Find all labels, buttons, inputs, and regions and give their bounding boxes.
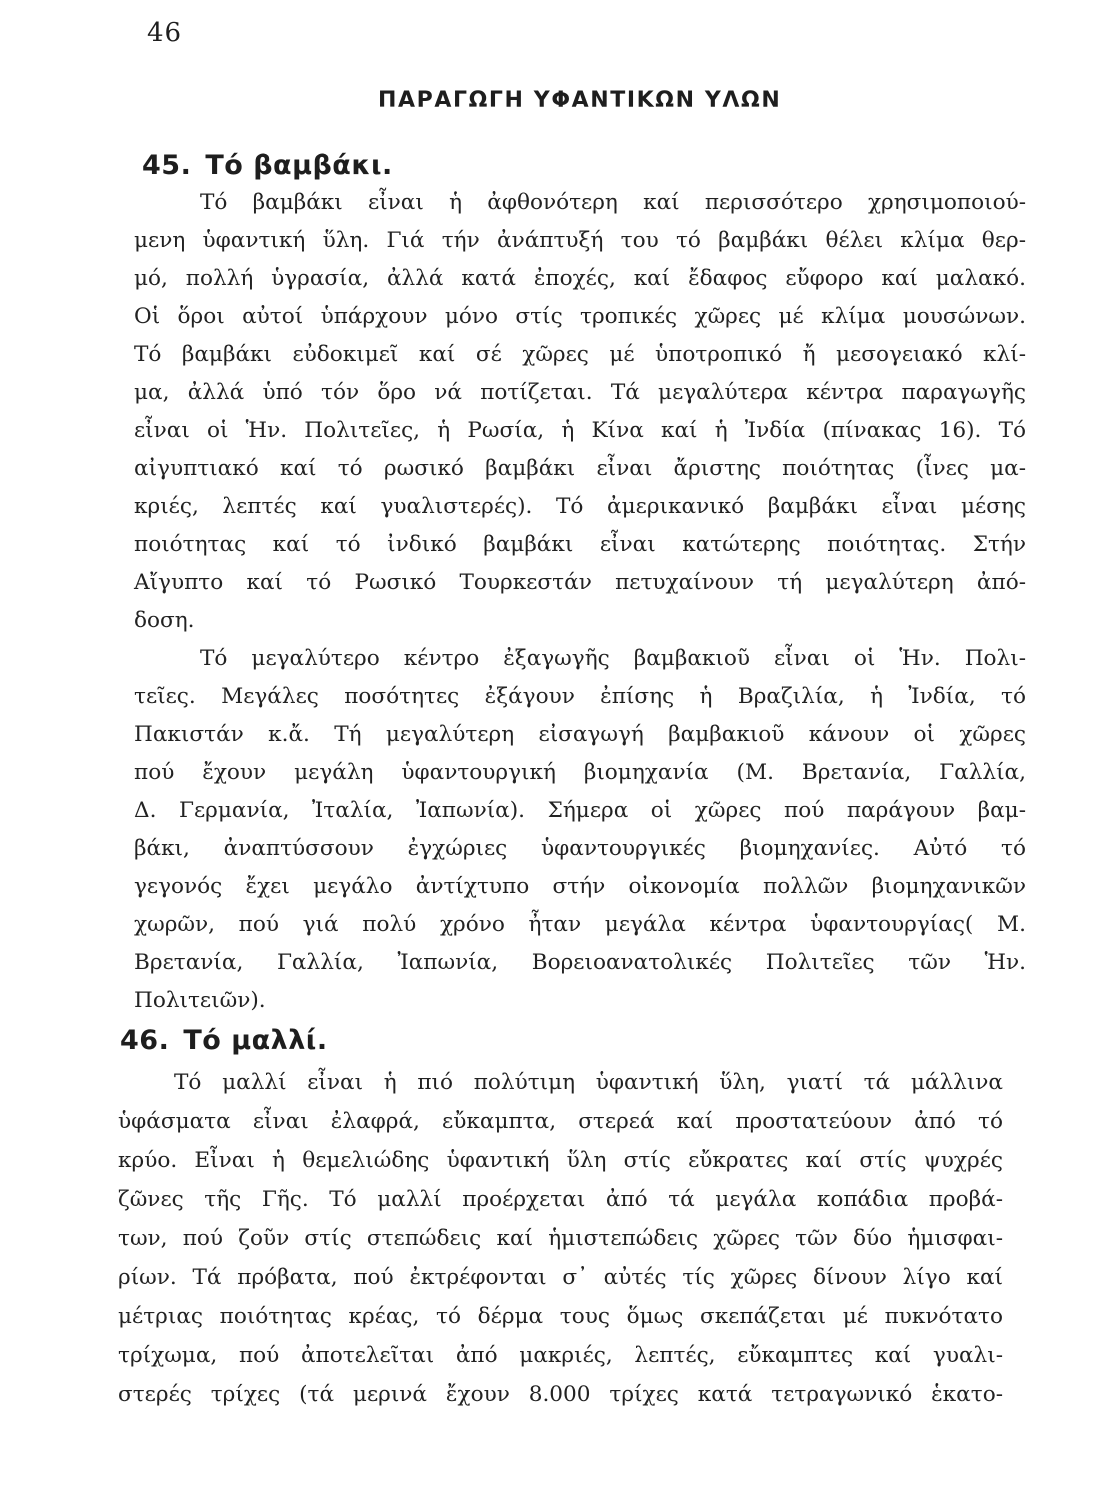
- section-title: Τό βαμβάκι.: [205, 150, 393, 181]
- text-line: χωρῶν, πού γιά πολύ χρόνο ἦταν μεγάλα κέντρα ὑφαντουργίας( Μ.: [134, 912, 1026, 937]
- section-heading-cotton: [142, 150, 393, 181]
- text-line: κριές, λεπτές καί γυαλιστερές). Τό ἀμερικανικό βαμβάκι εἶναι μέσης: [134, 494, 1026, 519]
- text-line: Πολιτειῶν).: [134, 988, 266, 1013]
- text-line: Αἴγυπτο καί τό Ρωσικό Τουρκεστάν πετυχαίνουν τή μεγαλύτερη ἀπό-: [134, 570, 1026, 595]
- text-line: Τό βαμβάκι εὐδοκιμεῖ καί σέ χῶρες μέ ὑποτροπικό ἤ μεσογειακό κλί-: [134, 342, 1026, 367]
- text-line: ζῶνες τῆς Γῆς. Τό μαλλί προέρχεται ἀπό τά μεγάλα κοπάδια προβά-: [118, 1187, 1003, 1212]
- text-line: ὑφάσματα εἶναι ἐλαφρά, εὔκαμπτα, στερεά καί προστατεύουν ἀπό τό: [118, 1109, 1003, 1134]
- section-body-cotton: [134, 190, 1026, 1013]
- text-line: Δ. Γερμανία, Ἰταλία, Ἰαπωνία). Σήμερα οἱ χῶρες πού παράγουν βαμ-: [134, 798, 1026, 823]
- section-number: 45.: [142, 150, 192, 181]
- page-number: 46: [147, 18, 183, 48]
- text-line: εἶναι οἱ Ἡν. Πολιτεῖες, ἡ Ρωσία, ἡ Κίνα καί ἡ Ἰνδία (πίνακας 16). Τό: [134, 418, 1026, 443]
- section-title: Τό μαλλί.: [183, 1025, 328, 1056]
- text-line: Τό μεγαλύτερο κέντρο ἐξαγωγῆς βαμβακιοῦ εἶναι οἱ Ἡν. Πολι-: [200, 646, 1026, 671]
- text-line: αἰγυπτιακό καί τό ρωσικό βαμβάκι εἶναι ἄριστης ποιότητας (ἶνες μα-: [134, 456, 1026, 481]
- section-number: 46.: [120, 1025, 170, 1056]
- text-line: Οἱ ὅροι αὐτοί ὑπάρχουν μόνο στίς τροπικές χῶρες μέ κλίμα μουσώνων.: [134, 304, 1026, 329]
- text-line: γεγονός ἔχει μεγάλο ἀντίχτυπο στήν οἰκονομία πολλῶν βιομηχανικῶν: [134, 874, 1026, 899]
- text-line: μέτριας ποιότητας κρέας, τό δέρμα τους ὅμως σκεπάζεται μέ πυκνότατο: [118, 1304, 1003, 1329]
- section-body-wool: [118, 1070, 1003, 1490]
- text-line: πού ἔχουν μεγάλη ὑφαντουργική βιομηχανία (Μ. Βρετανία, Γαλλία,: [134, 760, 1026, 785]
- text-line: Τό μαλλί εἶναι ἡ πιό πολύτιμη ὑφαντική ὕλη, γιατί τά μάλλινα: [174, 1070, 1003, 1095]
- text-line: των, πού ζοῦν στίς στεπώδεις καί ἡμιστεπώδεις χῶρες τῶν δύο ἡμισφαι-: [118, 1226, 1003, 1251]
- text-line: Βρετανία, Γαλλία, Ἰαπωνία, Βορειοανατολικές Πολιτεῖες τῶν Ἡν.: [134, 950, 1026, 975]
- text-line: βάκι, ἀναπτύσσουν ἐγχώριες ὑφαντουργικές βιομηχανίες. Αὐτό τό: [134, 836, 1026, 861]
- text-line: δοση.: [134, 608, 195, 633]
- chapter-header: ΠΑΡΑΓΩΓΗ ΥΦΑΝΤΙΚΩΝ ΥΛΩΝ: [378, 88, 782, 113]
- text-line: μό, πολλή ὑγρασία, ἀλλά κατά ἐποχές, καί ἔδαφος εὔφορο καί μαλακό.: [134, 266, 1026, 291]
- text-line: τρίχωμα, πού ἀποτελεῖται ἀπό μακριές, λεπτές, εὔκαμπτες καί γυαλι-: [118, 1343, 1003, 1368]
- section-heading-wool: [120, 1025, 328, 1056]
- text-line: μενη ὑφαντική ὕλη. Γιά τήν ἀνάπτυξή του τό βαμβάκι θέλει κλίμα θερ-: [134, 228, 1026, 253]
- text-line: μα, ἀλλά ὑπό τόν ὅρο νά ποτίζεται. Τά μεγαλύτερα κέντρα παραγωγῆς: [134, 380, 1026, 405]
- text-line: στερές τρίχες (τά μερινά ἔχουν 8.000 τρίχες κατά τετραγωνικό ἑκατο-: [118, 1382, 1003, 1407]
- text-line: ρίων. Τά πρόβατα, πού ἐκτρέφονται σ᾽ αὐτές τίς χῶρες δίνουν λίγο καί: [118, 1265, 1003, 1290]
- text-line: κρύο. Εἶναι ἡ θεμελιώδης ὑφαντική ὕλη στίς εὔκρατες καί στίς ψυχρές: [118, 1148, 1003, 1173]
- text-line: Τό βαμβάκι εἶναι ἡ ἀφθονότερη καί περισσότερο χρησιμοποιού-: [200, 190, 1026, 215]
- text-line: τεῖες. Μεγάλες ποσότητες ἐξάγουν ἐπίσης ἡ Βραζιλία, ἡ Ἰνδία, τό: [134, 684, 1026, 709]
- text-line: ποιότητας καί τό ἰνδικό βαμβάκι εἶναι κατώτερης ποιότητας. Στήν: [134, 532, 1026, 557]
- text-line: Πακιστάν κ.ἄ. Τή μεγαλύτερη εἰσαγωγή βαμβακιοῦ κάνουν οἱ χῶρες: [134, 722, 1026, 747]
